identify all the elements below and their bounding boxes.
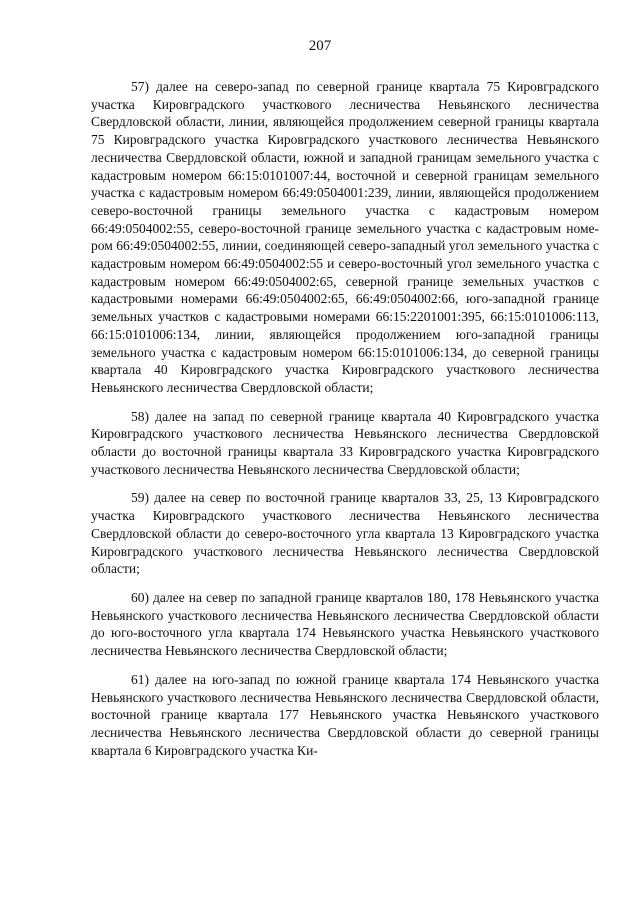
paragraph-61: 61) далее на юго-запад по южной границе квартала 174 Невьянского участка Невьянского участкового лесничества Невьянского лесничества Свердловской области, восточной границе квартала 177 Невьянского участка Невьянского участкового лесничества Невьянского лесничества Свердловской области до северной границы квартала 6 Кировградского участка Ки-: [91, 671, 599, 758]
paragraph-57: 57) далее на северо-запад по северной границе квартала 75 Кировградского участка Кировградского участкового лесничества Невьянского лесничества Свердловской области, линии, являющейся продолжением северной границы квартала 75 Кировградского участка Кировградского участкового лесничества Невьянского лесничества Свердловской области, южной и западной границам земельного участка с кадастровым номером 66:15:0101007:44, восточной и северной границам земельного участка с кадастровым номером 66:49:0504001:239, линии, являющейся продолжением северо-восточной границы земельного участка с кадастровым номером 66:49:0504002:55, северо-восточной границе земельного участка с кадастровым номером 66:49:0504002:55, линии, соединяющей северо-западный угол земельного участка с кадастровым номером 66:49:0504002:55 и северо-восточный угол земельного участка с кадастровым номером 66:49:0504002:65, северной границе земельных участков с кадастровыми номерами 66:49:0504002:65, 66:49:0504002:66, юго-западной границе земельных участков с кадастровыми номерами 66:15:2201001:395, 66:15:0101006:113, 66:15:0101006:134, линии, являющейся продолжением юго-западной границы земельного участка с кадастровым номером 66:15:0101006:134, до северной границы квартала 40 Кировградского участка Кировградского участкового лесничества Невьянского лесничества Свердловской области;: [91, 79, 599, 395]
paragraph-60: 60) далее на север по западной границе кварталов 180, 178 Невьянского участка Невьянского участкового лесничества Невьянского лесничества Свердловской области до юго-восточного угла квартала 174 Невьянского участка Невьянского участкового лесничества Невьянского лесничества Свердловской области;: [91, 589, 599, 659]
paragraph-59: 59) далее на север по восточной границе кварталов 33, 25, 13 Кировградского участка Кировградского участкового лесничества Невьянского лесничества Свердловской области до северо-восточного угла квартала 13 Кировградского участка Кировградского участкового лесничества Невьянского лесничества Свердловской области;: [91, 490, 599, 577]
page-number: 207: [308, 38, 332, 54]
document-body: [91, 78, 599, 770]
paragraph-58: 58) далее на запад по северной границе квартала 40 Кировградского участка Кировградского участкового лесничества Невьянского лесничества Свердловской области до восточной границы квартала 33 Кировградского участка Кировградского участкового лесничества Невьянского лесничества Свердловской области;: [91, 408, 599, 477]
